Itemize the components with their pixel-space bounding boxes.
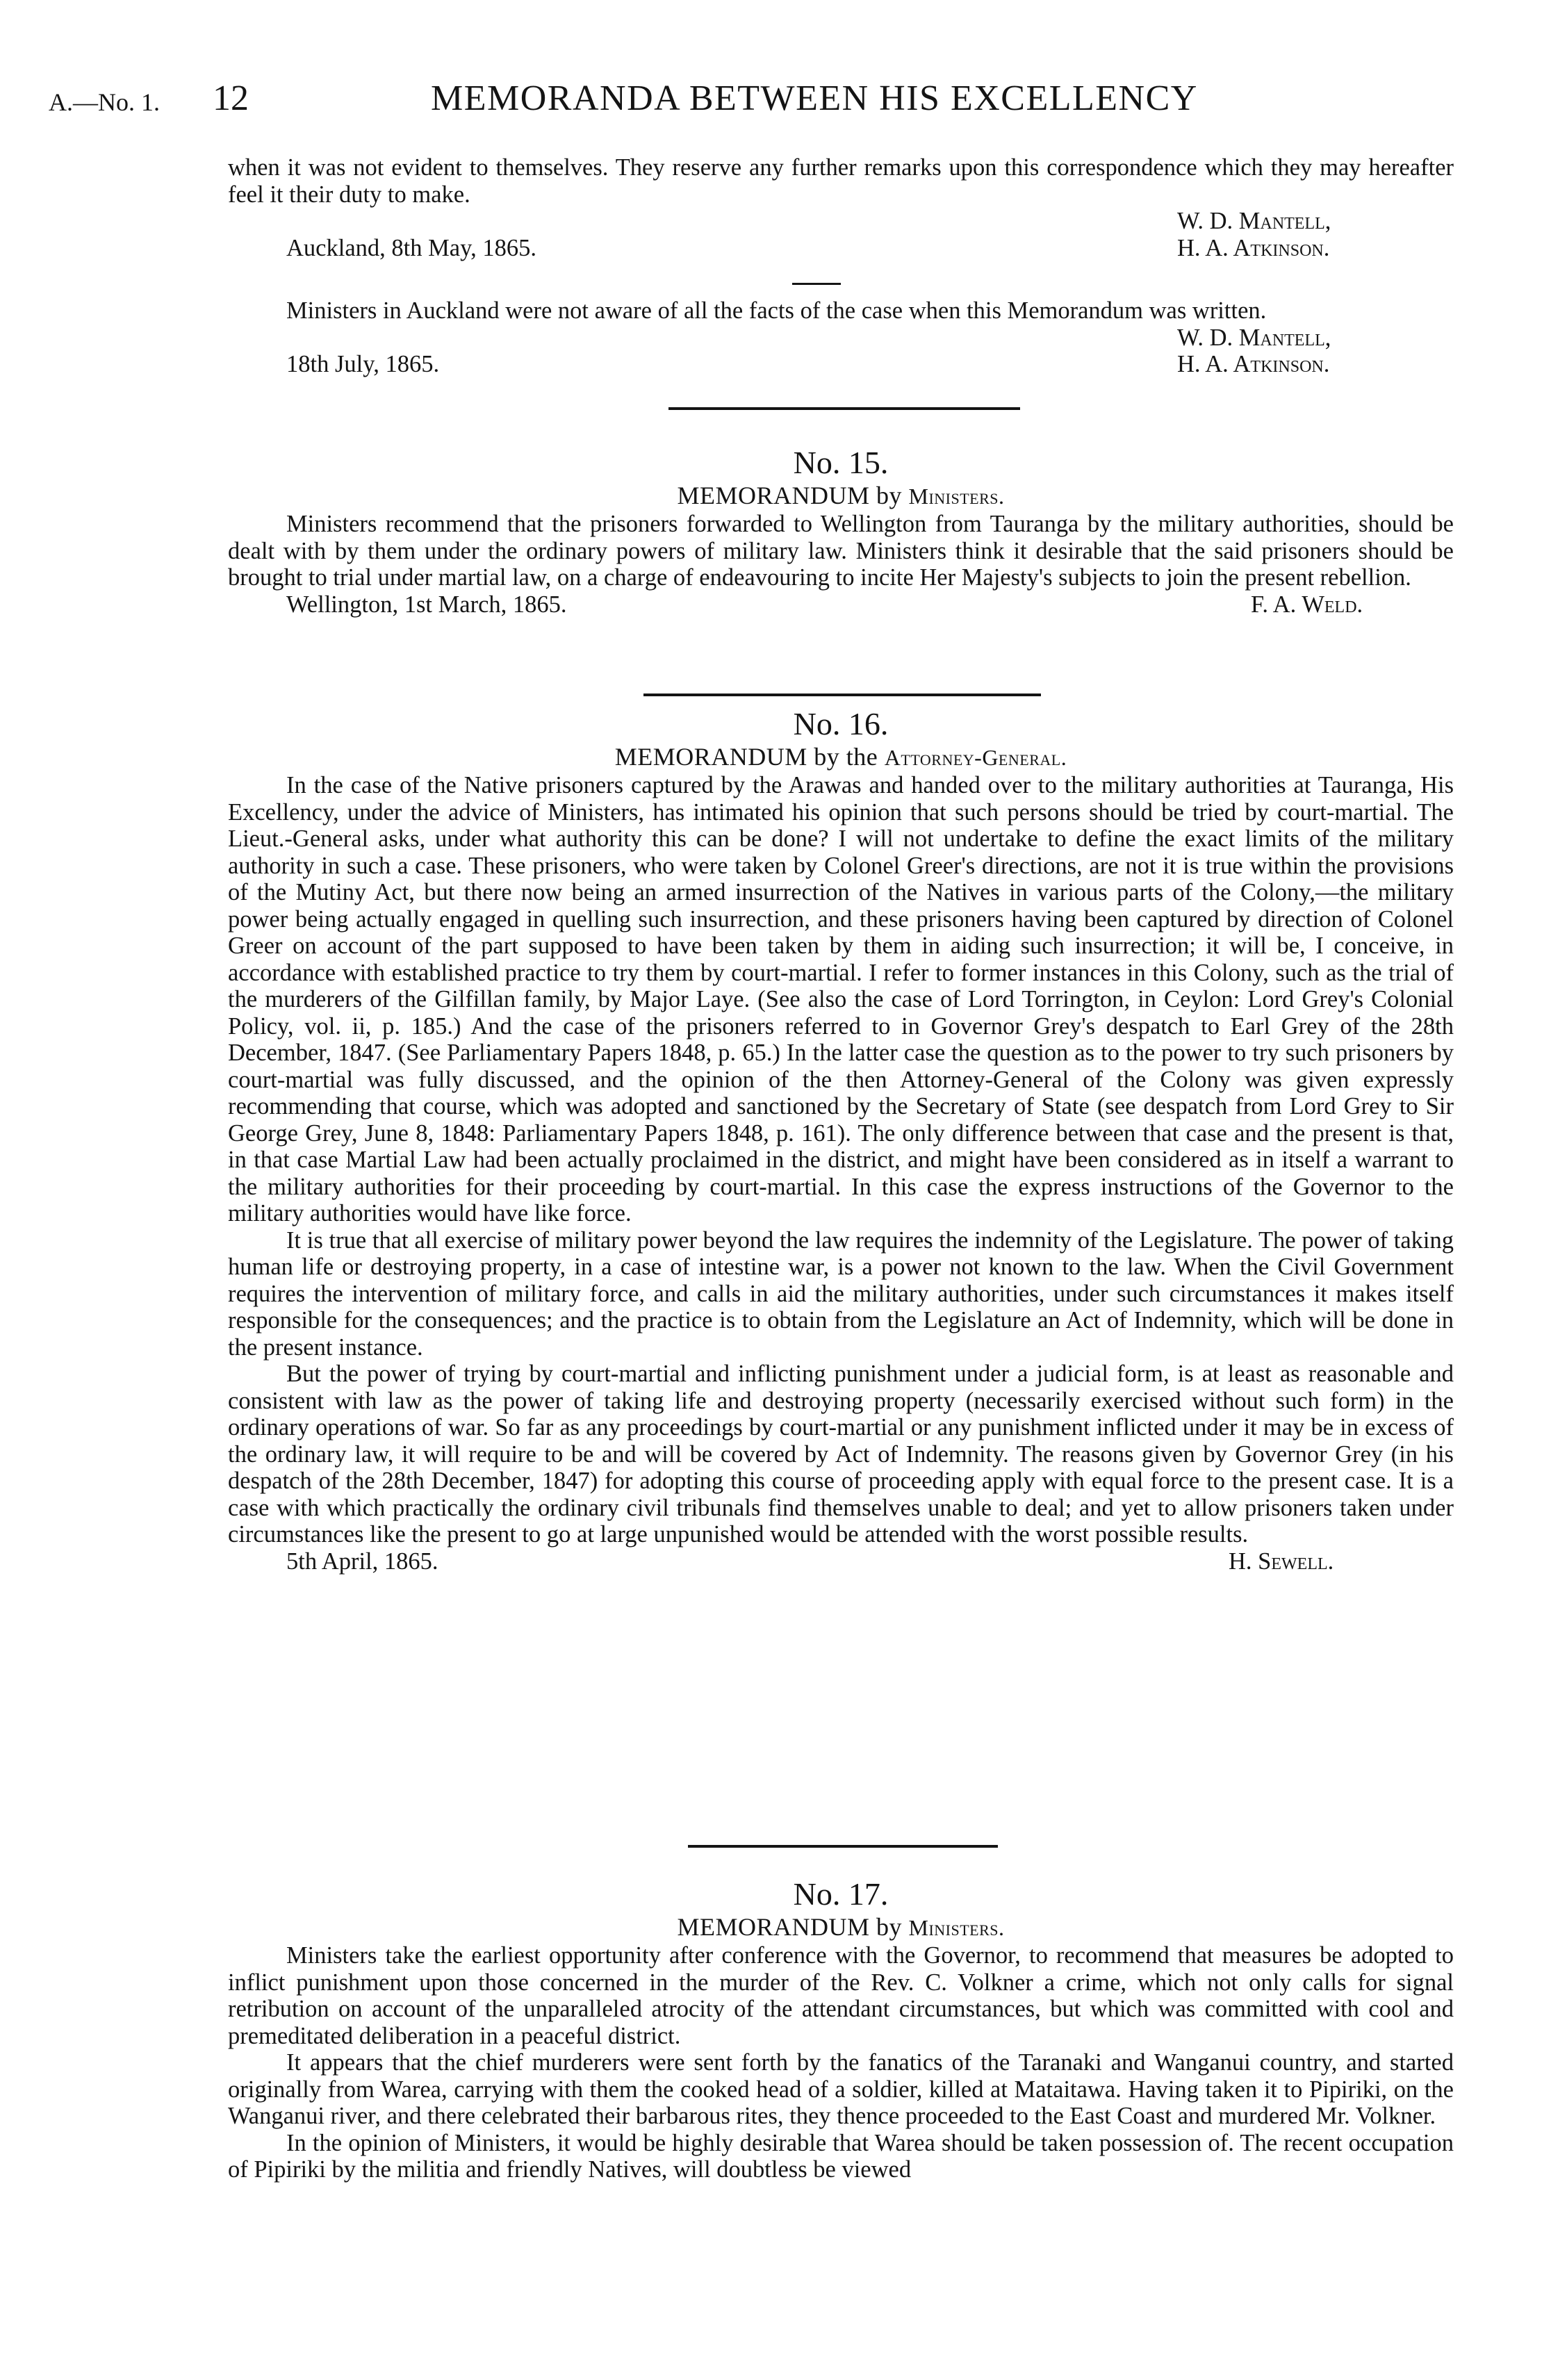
signatory-atkinson: H. A. Atkinson. <box>1177 234 1330 261</box>
place-date: Wellington, 1st March, 1865. <box>286 591 567 618</box>
memo-number: No. 15. <box>793 445 889 480</box>
memo-signature-line <box>228 1548 1454 1575</box>
running-header <box>0 78 1551 126</box>
signatory-sewell: H. Sewell. <box>1229 1548 1334 1575</box>
intro-signature-line-2 <box>228 235 1454 262</box>
signatory-atkinson: H. A. Atkinson. <box>1177 351 1330 377</box>
memo-heading-main: MEMORANDUM by <box>677 482 902 509</box>
memo-heading-author: Ministers. <box>908 1915 1005 1940</box>
separator-rule <box>643 694 1041 696</box>
separator-rule <box>688 1845 998 1848</box>
memo-paragraph: Ministers recommend that the prisoners forwarded to Wellington from Tauranga by the military authorities, should be dealt with by them under the ordinary powers of military law. Ministers think it desirable that the said prisoners should be brought to trial under martial law, on a charge of endeavouring to incite Her Majesty's subjects to join the present rebellion. <box>228 511 1454 591</box>
memo-heading-author: Attorney-General. <box>884 745 1067 770</box>
separator-rule <box>668 407 1020 410</box>
page-number: 12 <box>213 79 249 118</box>
memo-signature-line <box>228 591 1454 618</box>
memo-paragraph: It is true that all exercise of military power beyond the law requires the indemnity of the Legislature. The power of taking human life or destroying property, in a case of intestine war, is a power not known to the law. When the Civil Government requires the intervention of military force, and calls in aid the military authorities, under such circumstances it makes itself responsible for the consequences; and the practice is to obtain from the Legislature an Act of Indemnity, which will be done in the present instance. <box>228 1226 1454 1361</box>
memorandum-15 <box>228 445 1454 618</box>
intro-signature-line-1 <box>228 208 1454 235</box>
memo-heading <box>228 481 1454 511</box>
memo-paragraph: In the case of the Native prisoners captured by the Arawas and handed over to the military authorities at Tauranga, His Excellency, under the advice of Ministers, has intimated his opinion that such persons should be tried by court-martial. The Lieut.-General asks, under what authority this can be done? I will not undertake to define the exact limits of the military authority in such a case. These prisoners, who were taken by Colonel Greer's directions, are not it is true within the provisions of the Mutiny Act, but there now being an armed insurrection of the Natives in various parts of the Colony,—the military power being actually engaged in quelling such insurrection, and these prisoners having been captured by direction of Colonel Greer on account of the part supposed to have been taken by them in aiding such insurrection; it will be, I conceive, in accordance with established practice to try them by court-martial. I refer to former instances in this Colony, such as the trial of the murderers of the Gilfillan family, by Major Laye. (See also the case of Lord Torrington, in Ceylon: Lord Grey's Colonial Policy, vol. ii, p. 185.) And the case of the prisoners referred to in Governor Grey's despatch to Earl Grey of the 28th December, 1847. (See Parliamentary Papers 1848, p. 65.) In the latter case the question as to the power to try such prisoners by court-martial was fully discussed, and the opinion of the then Attorney-General of the Colony was given expressly recommending that course, which was adopted and sanctioned by the Secretary of State (see despatch from Lord Grey to Sir George Grey, June 8, 1848: Parliamentary Papers 1848, p. 161). The only difference between that case and the present is that, in that case Martial Law had been actually proclaimed in the district, and might have been considered as in itself a warrant to the military authorities for their proceeding by court-martial. In this case the express instructions of the Governor to the military authorities would have like force. <box>228 772 1454 1226</box>
signatory-mantell: W. D. Mantell, <box>1177 324 1331 351</box>
place-date: Auckland, 8th May, 1865. <box>286 234 536 261</box>
intro-section <box>228 154 1454 261</box>
memo-heading <box>228 742 1454 772</box>
memo-heading-author: Ministers. <box>908 484 1005 509</box>
signatory-weld: F. A. Weld. <box>1251 591 1363 618</box>
memo-number: No. 16. <box>793 706 889 741</box>
memo-heading-main: MEMORANDUM by the <box>614 743 878 771</box>
memo-number: No. 17. <box>793 1876 889 1912</box>
memo-date: 5th April, 1865. <box>286 1548 438 1575</box>
note-signature-line-2 <box>228 351 1454 378</box>
paper-reference: A.—No. 1. <box>49 88 160 116</box>
memo-heading <box>228 1912 1454 1942</box>
note-signature-line-1 <box>228 325 1454 352</box>
memo-heading-main: MEMORANDUM by <box>677 1913 902 1941</box>
memo-paragraph: But the power of trying by court-martial and inflicting punishment under a judicial form, is at least as reasonable and consistent with law as the power of taking life and destroying property (necessarily exercised without such form) in the ordinary operations of war. So far as any proceedings by court-martial or any punishment inflicted under it may be in excess of the ordinary law, it will require to be and will be covered by Act of Indemnity. The reasons given by Governor Grey (in his despatch of the 28th December, 1847) for adopting this course of proceeding apply with equal force to the present case. It is a case with which practically the ordinary civil tribunals find themselves unable to deal; and yet to allow prisoners taken under circumstances like the present to go at large unpunished would be attended with the worst possible results. <box>228 1361 1454 1548</box>
signatory-mantell: W. D. Mantell, <box>1177 208 1331 234</box>
note-date: 18th July, 1865. <box>286 351 440 377</box>
note-section <box>228 297 1454 378</box>
memo-paragraph: In the opinion of Ministers, it would be highly desirable that Warea should be taken possession of. The recent occupation of Pipiriki by the militia and friendly Natives, will doubtless be viewed <box>228 2129 1454 2183</box>
separator-rule <box>792 283 841 285</box>
memo-paragraph: Ministers take the earliest opportunity after conference with the Governor, to recommend that measures be adopted to inflict punishment upon those concerned in the murder of the Rev. C. Volkner a crime, which not only calls for signal retribution on account of the unparalleled atrocity of the attendant circumstances, but which was committed with cool and premeditated deliberation in a peaceful district. <box>228 1942 1454 2049</box>
intro-paragraph: when it was not evident to themselves. They reserve any further remarks upon this correspondence which they may hereafter feel it their duty to make. <box>228 154 1454 208</box>
memorandum-17 <box>228 1876 1454 2183</box>
memorandum-16 <box>228 706 1454 1575</box>
running-title: MEMORANDA BETWEEN HIS EXCELLENCY <box>431 79 1198 118</box>
note-paragraph: Ministers in Auckland were not aware of all the facts of the case when this Memorandum was written. <box>286 297 1267 324</box>
memo-paragraph: It appears that the chief murderers were sent forth by the fanatics of the Taranaki and Wanganui country, and started originally from Warea, carrying with them the cooked head of a soldier, killed at Mataitawa. Having taken it to Pipiriki, on the Wanganui river, and there celebrated their barbarous rites, they thence proceeded to the East Coast and murdered Mr. Volkner. <box>228 2049 1454 2129</box>
